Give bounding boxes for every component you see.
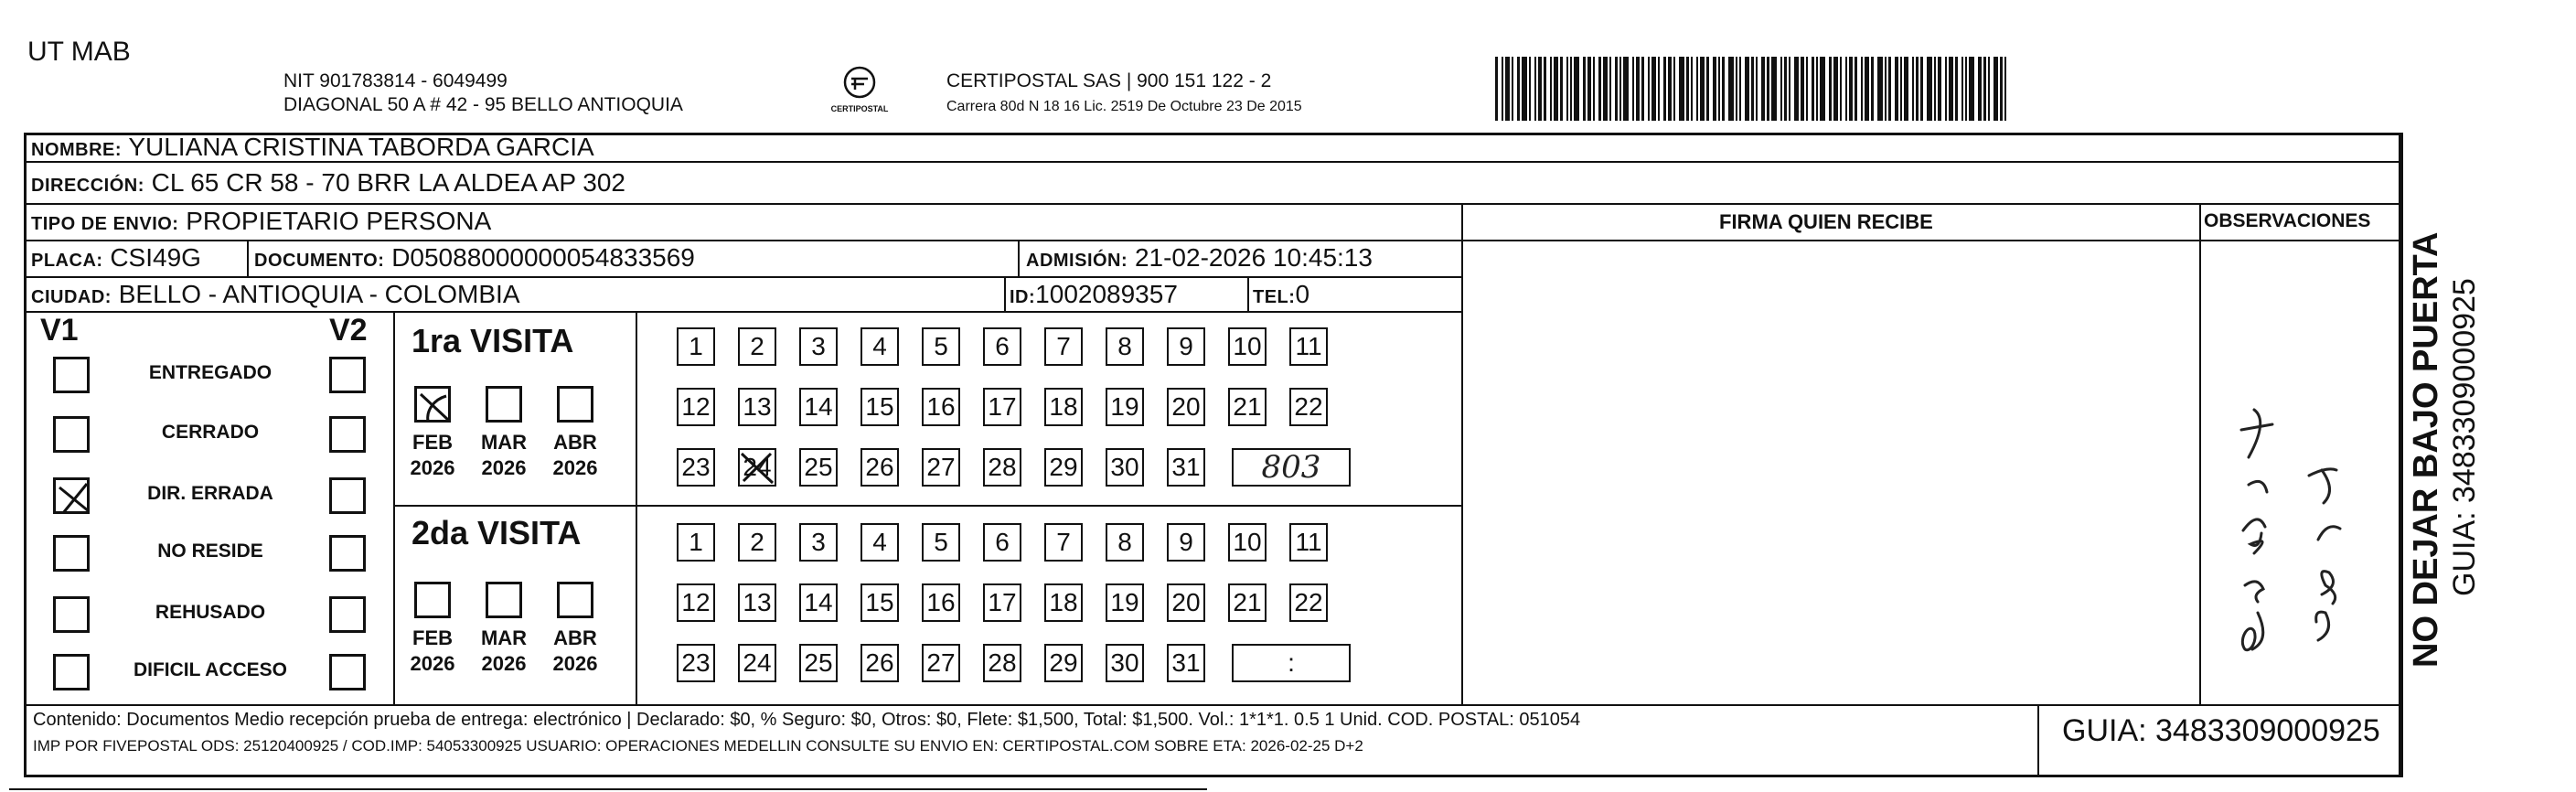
v1-header: V1 <box>40 313 79 348</box>
day-box[interactable]: 23 <box>677 644 715 682</box>
city-row: CIUDAD: BELLO - ANTIOQUIA - COLOMBIA <box>31 280 520 308</box>
certipostal-logo <box>828 64 892 119</box>
day-box[interactable]: 21 <box>1228 583 1267 622</box>
month-label: MAR 2026 <box>480 626 528 675</box>
day-box[interactable]: 9 <box>1167 327 1205 366</box>
v1-checkbox[interactable] <box>53 477 90 514</box>
v1-checkbox[interactable] <box>53 654 90 690</box>
day-box[interactable]: 15 <box>860 583 899 622</box>
day-box[interactable]: 7 <box>1044 327 1083 366</box>
day-box[interactable]: 29 <box>1044 644 1083 682</box>
tel: 0 <box>1295 280 1310 308</box>
day-box[interactable]: 25 <box>799 644 838 682</box>
shipping-type-row: TIPO DE ENVIO: PROPIETARIO PERSONA <box>31 207 492 235</box>
footer-guide-number: GUIA: 3483309000925 <box>2062 713 2380 748</box>
admission-row: ADMISIÓN: 21-02-2026 10:45:13 <box>1026 243 1373 272</box>
company-name: UT MAB <box>27 37 131 67</box>
month-label: FEB 2026 <box>410 626 455 675</box>
day-box[interactable]: 31 <box>1167 644 1205 682</box>
day-box[interactable]: 19 <box>1106 583 1144 622</box>
recipient-address-row: DIRECCIÓN: CL 65 CR 58 - 70 BRR LA ALDEA AP 302 <box>31 168 625 197</box>
day-box[interactable]: 20 <box>1167 583 1205 622</box>
v2-checkbox[interactable] <box>329 477 366 514</box>
day-box[interactable]: 22 <box>1289 388 1328 426</box>
v2-checkbox[interactable] <box>329 596 366 633</box>
day-box[interactable]: 4 <box>860 327 899 366</box>
time-box[interactable]: : <box>1232 644 1351 682</box>
status-label: DIFICIL ACCESO <box>133 659 287 680</box>
v1-checkbox[interactable] <box>53 416 90 453</box>
day-box[interactable]: 13 <box>738 388 776 426</box>
day-box[interactable]: 24 <box>738 448 776 487</box>
month-checkbox-abr[interactable] <box>557 386 593 423</box>
day-box[interactable]: 28 <box>983 644 1021 682</box>
status-label: DIR. ERRADA <box>147 483 273 504</box>
day-box[interactable]: 21 <box>1228 388 1267 426</box>
day-box[interactable]: 29 <box>1044 448 1083 487</box>
plate-row: PLACA: CSI49G <box>31 243 201 272</box>
day-box[interactable]: 27 <box>922 644 960 682</box>
company-address: DIAGONAL 50 A # 42 - 95 BELLO ANTIOQUIA <box>283 94 683 115</box>
status-label: REHUSADO <box>155 602 266 623</box>
day-box[interactable]: 3 <box>799 327 838 366</box>
day-box[interactable]: 26 <box>860 448 899 487</box>
day-box[interactable]: 5 <box>922 523 960 562</box>
month-label: ABR 2026 <box>552 431 598 479</box>
day-box[interactable]: 14 <box>799 583 838 622</box>
id-row: ID:1002089357 <box>1010 280 1178 308</box>
plate: CSI49G <box>110 243 201 272</box>
day-box[interactable]: 13 <box>738 583 776 622</box>
svg-text:CERTIPOSTAL: CERTIPOSTAL <box>830 104 889 113</box>
second-visit-title: 2da VISITA <box>412 514 582 551</box>
footer-imp: IMP POR FIVEPOSTAL ODS: 25120400925 / COD.IMP: 54053300925 USUARIO: OPERACIONES MEDELLIN CONSULTE SU ENVIO EN: CERTIPOSTAL.COM SOBRE ETA: 2026-02-25 D+2 <box>33 737 1363 755</box>
day-box[interactable]: 12 <box>677 583 715 622</box>
day-box[interactable]: 24 <box>738 644 776 682</box>
carrier-license: Carrera 80d N 18 16 Lic. 2519 De Octubre 23 De 2015 <box>946 99 1302 114</box>
signature-header: FIRMA QUIEN RECIBE <box>1719 210 1933 233</box>
v2-checkbox[interactable] <box>329 357 366 393</box>
day-box[interactable]: 4 <box>860 523 899 562</box>
document-row: DOCUMENTO: D05088000000054833569 <box>254 243 695 272</box>
do-not-leave-warning: NO DEJAR BAJO PUERTA <box>2407 231 2445 668</box>
day-box[interactable]: 31 <box>1167 448 1205 487</box>
company-nit: NIT 901783814 - 6049499 <box>283 70 508 91</box>
v1-checkbox[interactable] <box>53 535 90 572</box>
observations-header: OBSERVACIONES <box>2204 210 2371 231</box>
day-box[interactable]: 1 <box>677 327 715 366</box>
day-box[interactable]: 22 <box>1289 583 1328 622</box>
day-box[interactable]: 19 <box>1106 388 1144 426</box>
day-box[interactable]: 15 <box>860 388 899 426</box>
day-box[interactable]: 1 <box>677 523 715 562</box>
v2-header: V2 <box>329 313 368 348</box>
day-box[interactable]: 9 <box>1167 523 1205 562</box>
month-label: MAR 2026 <box>480 431 528 479</box>
v2-checkbox[interactable] <box>329 535 366 572</box>
month-checkbox-feb[interactable] <box>414 386 451 423</box>
admission-date: 21-02-2026 10:45:13 <box>1134 243 1373 272</box>
day-box[interactable]: 6 <box>983 523 1021 562</box>
side-guide-number: GUIA: 3483309000925 <box>2447 278 2482 596</box>
day-box[interactable]: 16 <box>922 388 960 426</box>
footer-content: Contenido: Documentos Medio recepción prueba de entrega: electrónico | Declarado: $0, % Seguro: $0, Otros: $0, Flete: $1,500, Total: $1,500. Vol.: 1*1*1. 0.5 1 Unid. COD. POSTAL: 051054 <box>33 710 1581 730</box>
recipient-name-row: NOMBRE: YULIANA CRISTINA TABORDA GARCIA <box>31 133 594 161</box>
month-label: ABR 2026 <box>552 626 598 675</box>
day-box[interactable]: 30 <box>1106 448 1144 487</box>
city: BELLO - ANTIOQUIA - COLOMBIA <box>118 280 520 308</box>
day-box[interactable]: 25 <box>799 448 838 487</box>
day-box[interactable]: 3 <box>799 523 838 562</box>
v1-checkbox[interactable] <box>53 596 90 633</box>
day-box[interactable]: 2 <box>738 327 776 366</box>
day-box[interactable]: 10 <box>1228 327 1267 366</box>
recipient-name: YULIANA CRISTINA TABORDA GARCIA <box>128 133 594 161</box>
v2-checkbox[interactable] <box>329 416 366 453</box>
day-box[interactable]: 20 <box>1167 388 1205 426</box>
carrier-name: CERTIPOSTAL SAS | 900 151 122 - 2 <box>946 70 1272 91</box>
month-checkbox-abr[interactable] <box>557 582 593 618</box>
month-checkbox-feb[interactable] <box>414 582 451 618</box>
time-box[interactable]: 803 <box>1232 448 1351 487</box>
document-number: D05088000000054833569 <box>391 243 695 272</box>
tel-row: TEL:0 <box>1253 280 1310 308</box>
day-box[interactable]: 17 <box>983 388 1021 426</box>
month-label: FEB 2026 <box>410 431 455 479</box>
day-box[interactable]: 8 <box>1106 327 1144 366</box>
day-box[interactable]: 18 <box>1044 388 1083 426</box>
day-box[interactable]: 28 <box>983 448 1021 487</box>
day-box[interactable]: 23 <box>677 448 715 487</box>
status-label: ENTREGADO <box>148 362 273 383</box>
day-box[interactable]: 11 <box>1289 523 1328 562</box>
day-box[interactable]: 10 <box>1228 523 1267 562</box>
barcode-icon <box>1495 57 2181 121</box>
first-visit-title: 1ra VISITA <box>412 322 574 359</box>
month-checkbox-mar[interactable] <box>486 582 522 618</box>
day-box[interactable]: 2 <box>738 523 776 562</box>
handwritten-observation <box>2208 348 2391 695</box>
month-checkbox-mar[interactable] <box>486 386 522 423</box>
v2-checkbox[interactable] <box>329 654 366 690</box>
v1-checkbox[interactable] <box>53 357 90 393</box>
recipient-address: CL 65 CR 58 - 70 BRR LA ALDEA AP 302 <box>151 168 625 197</box>
status-label: NO RESIDE <box>157 540 263 562</box>
day-box[interactable]: 11 <box>1289 327 1328 366</box>
day-box[interactable]: 16 <box>922 583 960 622</box>
day-box[interactable]: 14 <box>799 388 838 426</box>
status-label: CERRADO <box>161 422 260 443</box>
day-box[interactable]: 27 <box>922 448 960 487</box>
day-box[interactable]: 18 <box>1044 583 1083 622</box>
day-box[interactable]: 7 <box>1044 523 1083 562</box>
day-box[interactable]: 6 <box>983 327 1021 366</box>
day-box[interactable]: 8 <box>1106 523 1144 562</box>
day-box[interactable]: 26 <box>860 644 899 682</box>
day-box[interactable]: 30 <box>1106 644 1144 682</box>
day-box[interactable]: 12 <box>677 388 715 426</box>
recipient-id: 1002089357 <box>1035 280 1178 308</box>
shipping-type: PROPIETARIO PERSONA <box>186 207 492 235</box>
day-box[interactable]: 5 <box>922 327 960 366</box>
day-box[interactable]: 17 <box>983 583 1021 622</box>
